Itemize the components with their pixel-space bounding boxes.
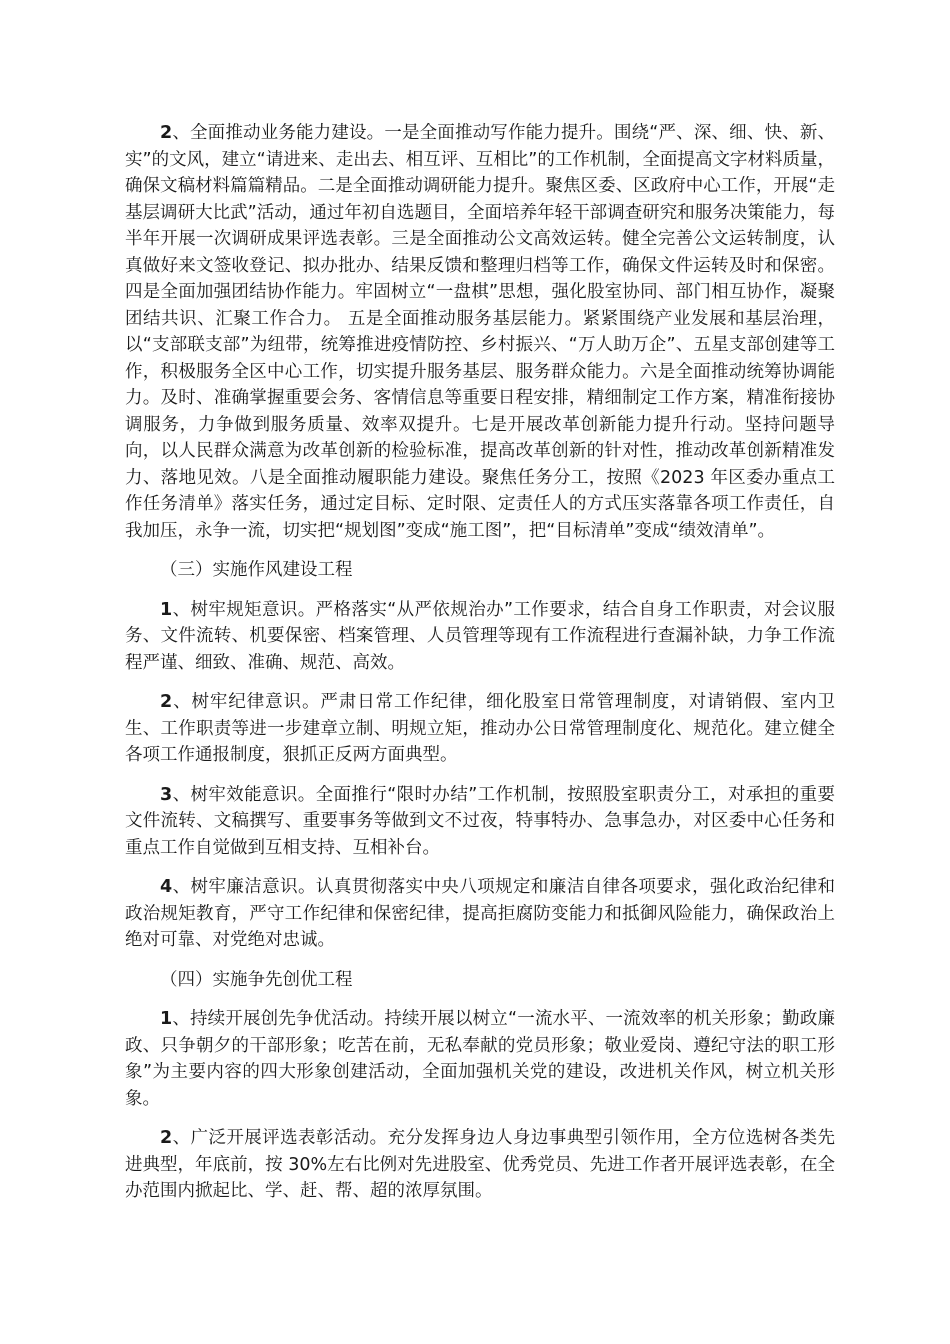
paragraph-text: 、树牢纪律意识。严肃日常工作纪律，细化股室日常管理制度，对请销假、室内卫生、工作职责等进一步建章立制、明规立矩，推动办公日常管理制度化、规范化。建立健全各项工作通报制度，狠抓正反两方面典型。 — [125, 692, 835, 765]
paragraph-item-2-discipline — [125, 689, 835, 769]
item-number: 1 — [160, 599, 173, 620]
paragraph-item-1-excellence — [125, 1006, 835, 1112]
item-number: 1 — [160, 1009, 173, 1029]
paragraph-item-2-business-ability — [125, 120, 835, 544]
item-number: 2 — [160, 1128, 173, 1148]
item-number: 4 — [160, 877, 173, 897]
section-heading-4: （四）实施争先创优工程 — [160, 969, 353, 990]
paragraph-text: 、广泛开展评选表彰活动。充分发挥身边人身边事典型引领作用，全方位选树各类先进典型，年底前，按 30%左右比例对先进股室、优秀党员、先进工作者开展评选表彰，在全办范围内掀起比、学、赶、帮、超的浓厚氛围。 — [125, 1128, 835, 1201]
item-number: 2 — [160, 692, 173, 712]
paragraph-item-4-integrity — [125, 874, 835, 954]
section-heading-3: （三）实施作风建设工程 — [160, 560, 353, 580]
document-page — [125, 120, 835, 1218]
item-number: 3 — [160, 784, 173, 805]
paragraph-item-1-rules — [125, 597, 835, 677]
item-number: 2 — [160, 123, 173, 143]
paragraph-item-2-awards — [125, 1125, 835, 1205]
paragraph-text: 、全面推动业务能力建设。一是全面推动写作能力提升。围绕“严、深、细、快、新、实”的文风，建立“请进来、走出去、相互评、互相比”的工作机制，全面提高文字材料质量，确保文稿材料篇篇精品。二是全面推动调研能力提升。聚焦区委、区政府中心工作，开展“走基层调研大比武”活动，通过年初自选题目，全面培养年轻干部调查研究和服务决策能力，每半年开展一次调研成果评选表彰。三是全面推动公文高效运转。健全完善公文运转制度，认真做好来文签收登记、拟办批办、结果反馈和整理归档等工作，确保文件运转及时和保密。四是全面加强团结协作能力。牢固树立“一盘棋”思想，强化股室协同、部门相互协作，凝聚团结共识、汇聚工作合力。 五是全面推动服务基层能力。紧紧围绕产业发展和基层治理，以“支部联支部”为纽带，统筹推进疫情防控、乡村振兴、“万人助万企”、五星支部创建等工作，积极服务全区中心工作，切实提升服务基层、服务群众能力。六是全面推动统筹协调能力。及时、准确掌握重要会务、客情信息等重要日程安排，精细制定工作方案，精准衔接协调服务，力争做到服务质量、效率双提升。七是开展改革创新能力提升行动。坚持问题导向，以人民群众满意为改革创新的检验标准，提高改革创新的针对性，推动改革创新精准发力、落地见效。八是全面推动履职能力建设。聚焦任务分工，按照《2023 年区委办重点工作任务清单》落实任务，通过定目标、定时限、定责任人的方式压实落靠各项工作责任，自我加压，永争一流，切实把“规划图”变成“施工图”，把“目标清单”变成“绩效清单”。 — [125, 123, 835, 541]
paragraph-item-3-efficiency — [125, 782, 835, 862]
paragraph-text: 、树牢廉洁意识。认真贯彻落实中央八项规定和廉洁自律各项要求，强化政治纪律和政治规矩教育，严守工作纪律和保密纪律，提高拒腐防变能力和抵御风险能力，确保政治上绝对可靠、对党绝对忠诚。 — [125, 877, 835, 950]
paragraph-text: 、持续开展创先争优活动。持续开展以树立“一流水平、一流效率的机关形象；勤政廉政、只争朝夕的干部形象；吃苦在前，无私奉献的党员形象；敬业爱岗、遵纪守法的职工形象”为主要内容的四大形象创建活动，全面加强机关党的建设，改进机关作风，树立机关形象。 — [125, 1009, 835, 1109]
paragraph-text: 、树牢规矩意识。严格落实“从严依规治办”工作要求，结合自身工作职责，对会议服务、文件流转、机要保密、档案管理、人员管理等现有工作流程进行查漏补缺，力争工作流程严谨、细致、准确、规范、高效。 — [125, 599, 835, 673]
paragraph-text: 、树牢效能意识。全面推行“限时办结”工作机制，按照股室职责分工，对承担的重要文件流转、文稿撰写、重要事务等做到文不过夜，特事特办、急事急办，对区委中心任务和重点工作自觉做到互相支持、互相补台。 — [125, 784, 835, 858]
